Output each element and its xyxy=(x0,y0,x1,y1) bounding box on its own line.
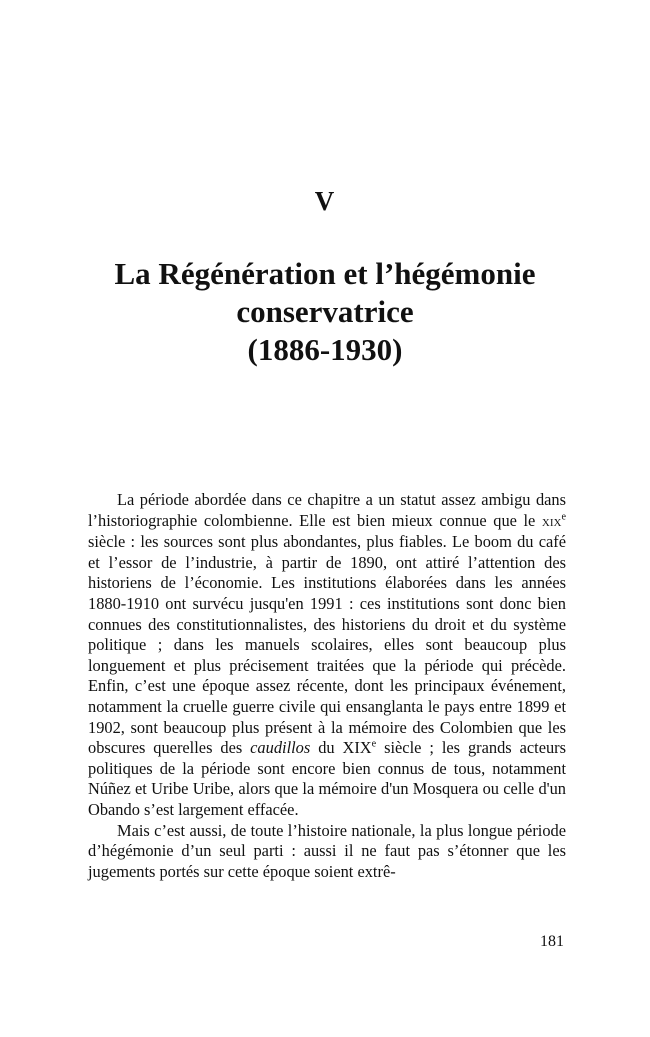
body-text xyxy=(88,490,566,882)
page-number: 181 xyxy=(540,933,564,950)
text-run: siècle : les sources sont plus abondantes, plus fiables. Le boom du café et l’essor de l’industrie, à partir de 1890, ont attiré l’attention des historiens de l’économie. Les institutions élaborées dans les années 1880-1910 ont survécu jusqu'en 1991 : ces institutions sont donc bien connues des constitutionnalistes, des historiens du droit et du système politique ; dans les manuels scolaires, elles sont beaucoup plus longuement et plus précisement traitées que la période qui précède. Enfin, c’est une époque assez récente, dont les principaux événement, notamment la cruelle guerre civile qui ensanglanta le pays entre 1899 et 1902, sont beaucoup plus présent à la mémoire des Colombien que les obscures querelles des xyxy=(88,532,566,758)
chapter-title-line: (1886-1930) xyxy=(247,332,403,367)
text-run: Mais c’est aussi, de toute l’histoire nationale, la plus longue période d’hégémonie d’un seul parti : aussi il ne faut pas s’étonner que les jugements portés sur cette époque soient extrê- xyxy=(88,820,566,881)
superscript: e xyxy=(371,738,377,750)
text-run: siècle ; les grands acteurs politiques de la période sont encore bien connus de tous, notamment Núñez et Uribe Uribe, alors que la mémoire d'un Mosquera ou celle d'un Obando s’est largement effacée. xyxy=(88,738,567,819)
chapter-title-line: La Régénération et l’hégémonie xyxy=(114,256,536,291)
text-run: du XIX xyxy=(310,738,372,758)
text-run: xix xyxy=(541,513,562,530)
italic-term: caudillos xyxy=(250,738,311,758)
chapter-number: V xyxy=(314,186,336,216)
superscript: e xyxy=(561,511,566,523)
text-run: La période abordée dans ce chapitre a un statut assez ambigu dans l’historiographie colombienne. Elle est bien mieux connue que le xyxy=(88,490,566,530)
paragraph xyxy=(88,821,566,883)
paragraph xyxy=(88,490,566,821)
chapter-title xyxy=(70,255,580,369)
chapter-title-line: conservatrice xyxy=(236,294,414,329)
